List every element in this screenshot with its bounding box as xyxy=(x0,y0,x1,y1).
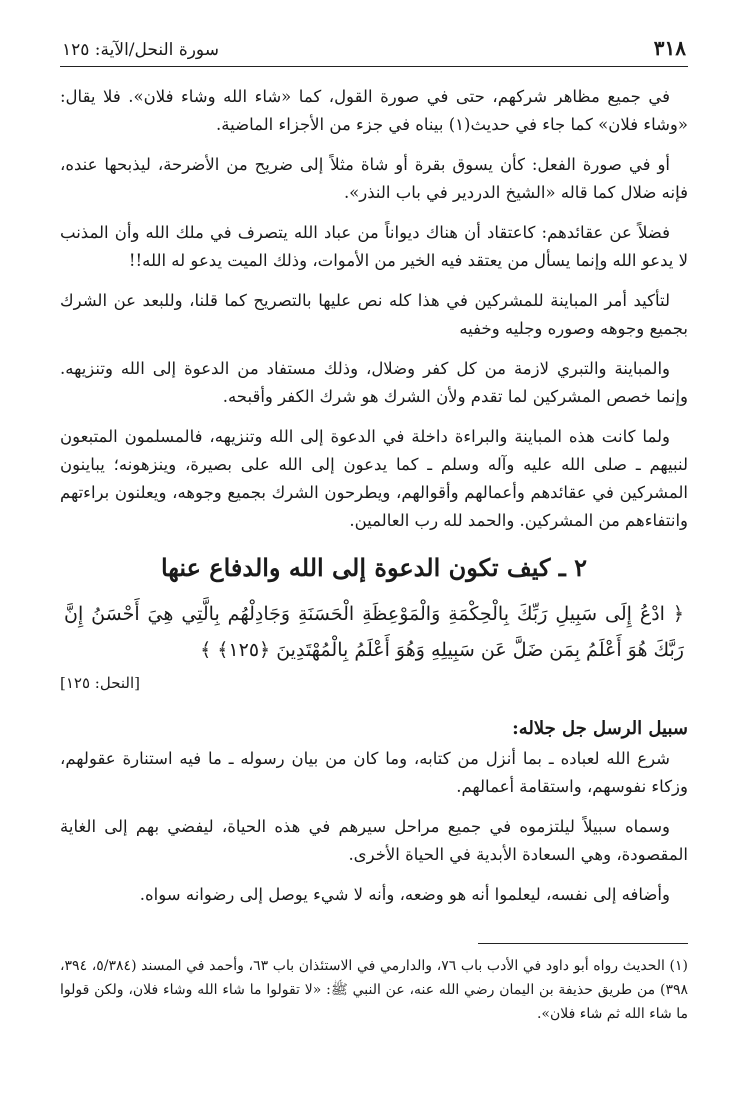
section-title: ٢ ـ كيف تكون الدعوة إلى الله والدفاع عنها xyxy=(160,553,588,582)
paragraph: في جميع مظاهر شركهم، حتى في صورة القول، كما «شاء الله وشاء فلان». فلا يقال: «وشاء فلان» كما جاء في حديث(١) بيناه في جزء من الأجزاء الماضية. xyxy=(60,87,688,134)
paragraph: شرع الله لعباده ـ بما أنزل من كتابه، وما كان من بيان رسوله ـ ما فيه استنارة عقولهم، وزكاء نفوسهم، واستقامة أعمالهم. xyxy=(60,749,688,796)
running-title: سورة النحل/الآية: ١٢٥ xyxy=(62,40,219,60)
paragraph: أو في صورة الفعل: كأن يسوق بقرة أو شاة مثلاً إلى ضريح من الأضرحة، ليذبحها عنده، فإنه ضلال كما قاله «الشيخ الدردير في باب النذر». xyxy=(60,155,688,202)
page-number: ٣١٨ xyxy=(653,36,686,60)
paragraph: وسماه سبيلاً ليلتزموه في جميع مراحل سيرهم في هذه الحياة، ليفضي بهم إلى الغاية المقصودة، وهي السعادة الأبدية في الحياة الأخرى. xyxy=(60,817,688,864)
verse-reference: [النحل: ١٢٥] xyxy=(60,674,141,692)
subheading: سبيل الرسل جل جلاله: xyxy=(512,718,688,739)
page-header xyxy=(60,36,688,67)
paragraph: لتأكيد أمر المباينة للمشركين في هذا كله نص عليها بالتصريح كما قلنا، وللبعد عن الشرك بجميع وجوهه وصوره وجليه وخفيه xyxy=(60,291,688,338)
paragraph: ولما كانت هذه المباينة والبراءة داخلة في الدعوة إلى الله وتنزيهه، فالمسلمون المتبعون لنبيهم ـ صلى الله عليه وآله وسلم ـ كما يدعون إلى الله على بصيرة، وينزهونه؛ يباينون المشركين في عقائدهم وأعمالهم وأقوالهم، ويطرحون الشرك بجميع وجوهه، ويعلنون براءتهم وانتفاءهم من المشركين. والحمد لله رب العالمين. xyxy=(60,427,688,530)
quran-verse: ﴿ ادْعُ إِلَى سَبِيلِ رَبِّكَ بِالْحِكْمَةِ وَالْمَوْعِظَةِ الْحَسَنَةِ وَجَادِلْهُم بِالَّتِي هِيَ أَحْسَنُ إِنَّ رَبَّكَ هُوَ أَعْلَمُ بِمَن ضَلَّ عَن سَبِيلِهِ وَهُوَ أَعْلَمُ بِالْمُهْتَدِينَ ﴿١٢٥﴾ ﴾ xyxy=(64,603,684,661)
paragraph: والمباينة والتبري لازمة من كل كفر وضلال، وذلك مستفاد من الدعوة إلى الله وتنزيهه. وإنما خصص المشركين لما تقدم ولأن الشرك هو شرك الكفر وأقبحه. xyxy=(60,359,688,406)
paragraph: وأضافه إلى نفسه، ليعلموا أنه هو وضعه، وأنه لا شيء يوصل إلى رضوانه سواه. xyxy=(139,885,670,904)
paragraph: فضلاً عن عقائدهم: كاعتقاد أن هناك ديواناً من عباد الله يتصرف في ملك الله وأن المذنب لا يدعو الله وإنما يسأل من يعتقد فيه الخير من الأموات، وذلك الميت يدعو له الله!! xyxy=(60,223,688,270)
footnote-divider xyxy=(478,943,688,944)
footnote: (١) الحديث رواه أبو داود في الأدب باب ٧٦، والدارمي في الاستئذان باب ٦٣، وأحمد في المسند (٥/٣٨٤، ٣٩٤، ٣٩٨) من طريق حذيفة بن اليمان رضي الله عنه، عن النبي ﷺ: «لا تقولوا ما شاء الله وشاء فلان، ولكن قولوا ما شاء الله ثم شاء فلان». xyxy=(60,958,688,1022)
